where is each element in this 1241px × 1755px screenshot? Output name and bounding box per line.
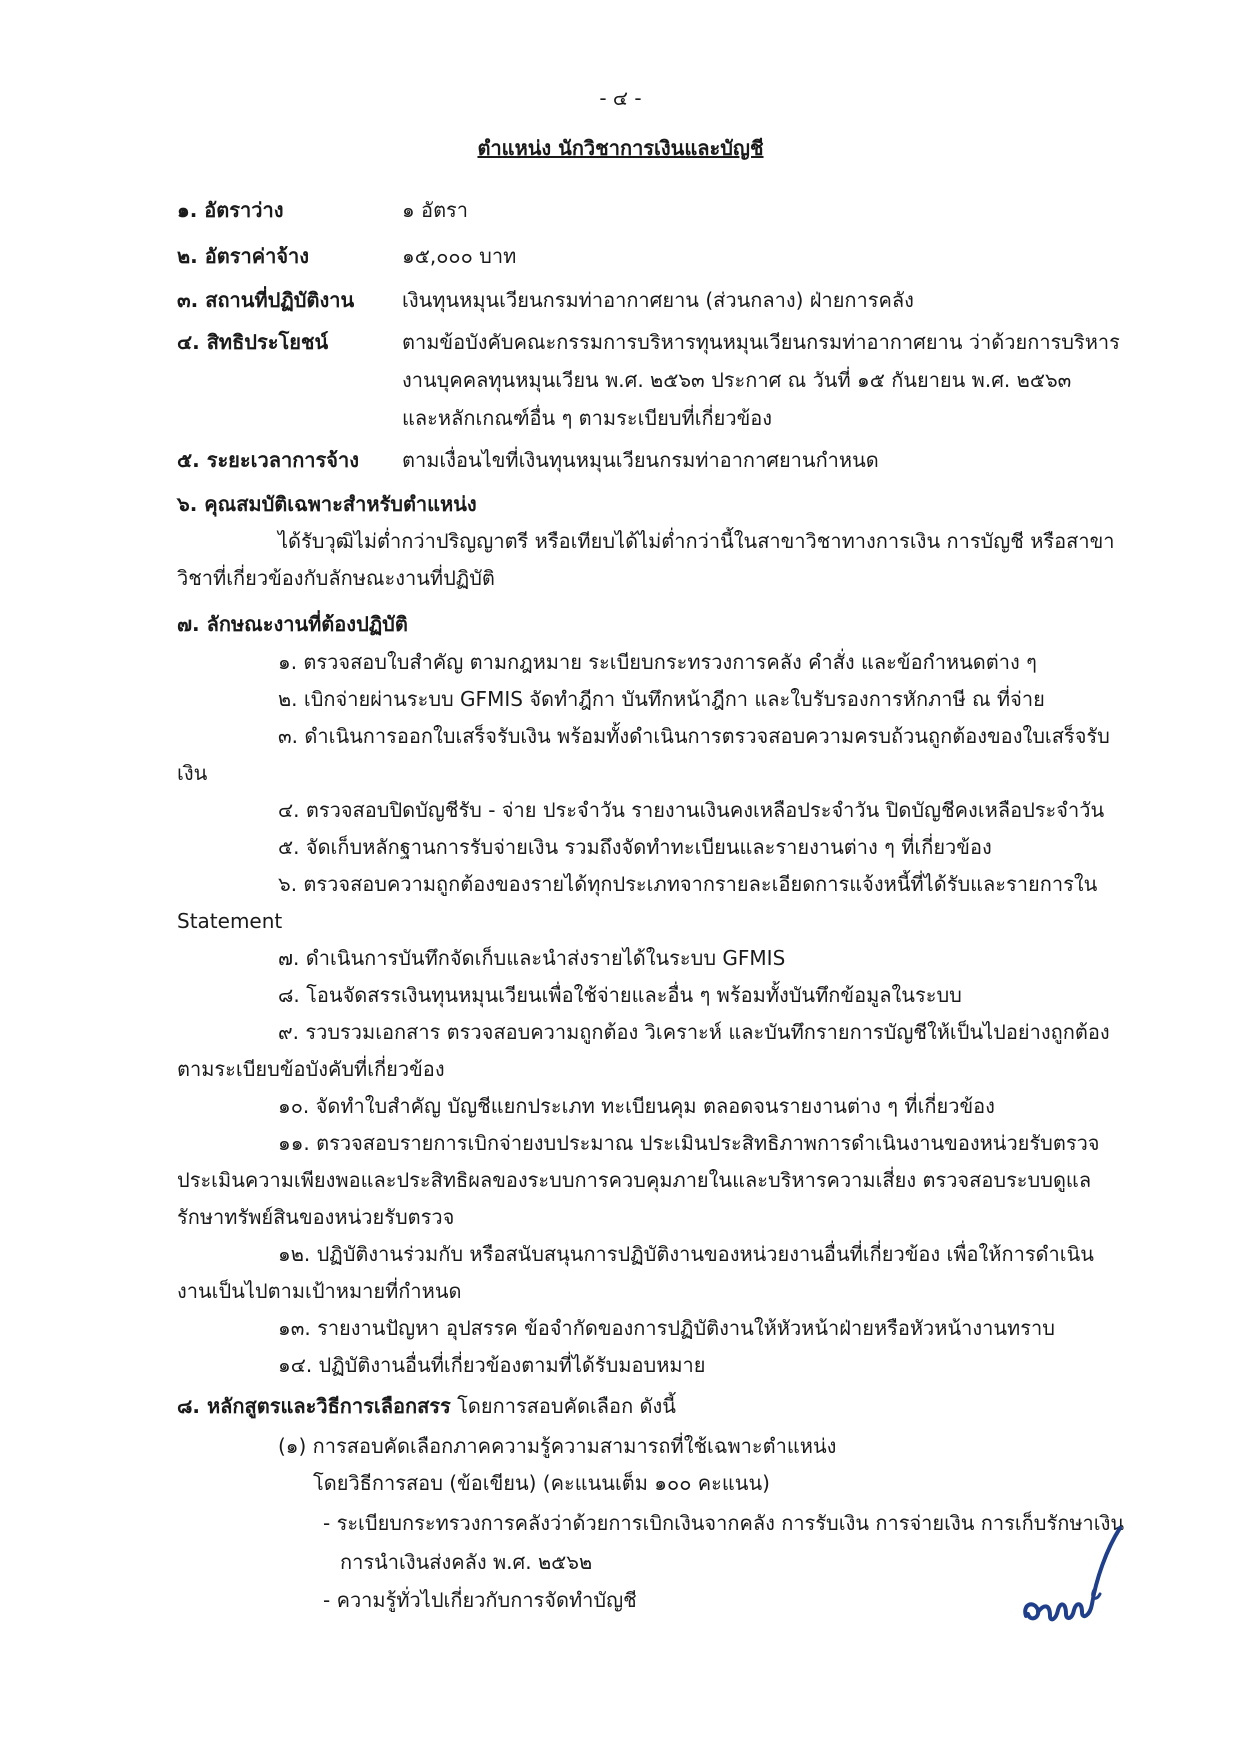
section6-heading: ๖. คุณสมบัติเฉพาะสำหรับตำแหน่ง: [177, 492, 477, 516]
item-value-benefits-line3: และหลักเกณฑ์อื่น ๆ ตามระเบียบที่เกี่ยวข้อง: [402, 406, 773, 430]
item-label-salary: ๒. อัตราค่าจ้าง: [177, 244, 310, 268]
item-label-vacancy: ๑. อัตราว่าง: [177, 198, 284, 222]
duty-item: ๒. เบิกจ่ายผ่านระบบ GFMIS จัดทำฎีกา บันทึกหน้าฎีกา และใบรับรองการหักภาษี ณ ที่จ่าย: [278, 687, 1045, 711]
item-label-period: ๕. ระยะเวลาการจ้าง: [177, 448, 359, 472]
duties-list: [177, 644, 1119, 1384]
duty-item: ๑๓. รายงานปัญหา อุปสรรค ข้อจำกัดของการปฏิบัติงานให้หัวหน้าฝ่ายหรือหัวหน้างานทราบ: [278, 1316, 1055, 1340]
duty-item: ๖. ตรวจสอบความถูกต้องของรายได้ทุกประเภทจากรายละเอียดการแจ้งหนี้ที่ได้รับและรายการใน Statement: [177, 872, 1098, 933]
page-number: - ๔ -: [599, 86, 642, 110]
duty-item: ๑๑. ตรวจสอบรายการเบิกจ่ายงบประมาณ ประเมินประสิทธิภาพการดำเนินงานของหน่วยรับตรวจประเมินความเพียงพอและประสิทธิผลของระบบการควบคุมภายในและบริหารความเสี่ยง ตรวจสอบระบบดูแลรักษาทรัพย์สินของหน่วยรับตรวจ: [177, 1131, 1100, 1229]
section8-bullet: - ความรู้ทั่วไปเกี่ยวกับการจัดทำบัญชี: [323, 1588, 637, 1612]
section6-text: ได้รับวุฒิไม่ต่ำกว่าปริญญาตรี หรือเทียบได้ไม่ต่ำกว่านี้ในสาขาวิชาทางการเงิน การบัญชี หรือสาขาวิชาที่เกี่ยวข้องกับลักษณะงานที่ปฏิบัติ: [177, 529, 1115, 590]
section8-bullet: - ระเบียบกระทรวงการคลังว่าด้วยการเบิกเงินจากคลัง การรับเงิน การจ่ายเงิน การเก็บรักษาเงิน: [323, 1511, 1125, 1535]
item-value-workplace: เงินทุนหมุนเวียนกรมท่าอากาศยาน (ส่วนกลาง) ฝ่ายการคลัง: [402, 288, 914, 312]
item-value-period: ตามเงื่อนไขที่เงินทุนหมุนเวียนกรมท่าอากาศยานกำหนด: [402, 448, 879, 472]
duty-item: ๗. ดำเนินการบันทึกจัดเก็บและนำส่งรายได้ในระบบ GFMIS: [278, 946, 786, 970]
section8-sub1: (๑) การสอบคัดเลือกภาคความรู้ความสามารถที่ใช้เฉพาะตำแหน่ง: [278, 1434, 837, 1458]
duty-item: ๓. ดำเนินการออกใบเสร็จรับเงิน พร้อมทั้งดำเนินการตรวจสอบความครบถ้วนถูกต้องของใบเสร็จรับเงิน: [177, 724, 1110, 785]
item-label-workplace: ๓. สถานที่ปฏิบัติงาน: [177, 288, 355, 312]
item-value-salary: ๑๕,๐๐๐ บาท: [402, 244, 517, 268]
section7-heading: ๗. ลักษณะงานที่ต้องปฏิบัติ: [177, 612, 408, 636]
duty-item: ๙. รวบรวมเอกสาร ตรวจสอบความถูกต้อง วิเคราะห์ และบันทึกรายการบัญชีให้เป็นไปอย่างถูกต้องตามระเบียบข้อบังคับที่เกี่ยวข้อง: [177, 1020, 1110, 1081]
section6-text-block: [177, 523, 1119, 597]
duty-item: ๕. จัดเก็บหลักฐานการรับจ่ายเงิน รวมถึงจัดทำทะเบียนและรายงานต่าง ๆ ที่เกี่ยวข้อง: [278, 835, 992, 859]
page-title: ตำแหน่ง นักวิชาการเงินและบัญชี: [477, 136, 764, 160]
duty-item: ๑. ตรวจสอบใบสำคัญ ตามกฎหมาย ระเบียบกระทรวงการคลัง คำสั่ง และข้อกำหนดต่าง ๆ: [278, 650, 1037, 674]
duty-item: ๑๔. ปฏิบัติงานอื่นที่เกี่ยวข้องตามที่ได้รับมอบหมาย: [278, 1353, 706, 1377]
duty-item: ๔. ตรวจสอบปิดบัญชีรับ - จ่าย ประจำวัน รายงานเงินคงเหลือประจำวัน ปิดบัญชีคงเหลือประจำวัน: [278, 798, 1105, 822]
item-value-benefits-line2: งานบุคคลทุนหมุนเวียน พ.ศ. ๒๕๖๓ ประกาศ ณ วันที่ ๑๕ กันยายน พ.ศ. ๒๕๖๓: [402, 368, 1072, 392]
section8-heading-suffix: โดยการสอบคัดเลือก ดังนี้: [450, 1394, 676, 1418]
item-label-benefits: ๔. สิทธิประโยชน์: [177, 330, 329, 354]
duty-item: ๘. โอนจัดสรรเงินทุนหมุนเวียนเพื่อใช้จ่ายและอื่น ๆ พร้อมทั้งบันทึกข้อมูลในระบบ: [278, 983, 962, 1007]
duty-item: ๑๐. จัดทำใบสำคัญ บัญชีแยกประเภท ทะเบียนคุม ตลอดจนรายงานต่าง ๆ ที่เกี่ยวข้อง: [278, 1094, 995, 1118]
section8-heading: ๘. หลักสูตรและวิธีการเลือกสรร: [177, 1394, 451, 1418]
item-value-vacancy: ๑ อัตรา: [402, 198, 469, 222]
duty-item: ๑๒. ปฏิบัติงานร่วมกับ หรือสนับสนุนการปฏิบัติงานของหน่วยงานอื่นที่เกี่ยวข้อง เพื่อให้การดำเนินงานเป็นไปตามเป้าหมายที่กำหนด: [177, 1242, 1094, 1303]
signature-mark: [1020, 1520, 1130, 1640]
item-value-benefits-line1: ตามข้อบังคับคณะกรรมการบริหารทุนหมุนเวียนกรมท่าอากาศยาน ว่าด้วยการบริหาร: [402, 330, 1120, 354]
section8-sub1-method: โดยวิธีการสอบ (ข้อเขียน) (คะแนนเต็ม ๑๐๐ คะแนน): [313, 1471, 770, 1495]
section8-heading-line: [177, 1392, 676, 1420]
section8-bullet-cont: การนำเงินส่งคลัง พ.ศ. ๒๕๖๒: [340, 1550, 593, 1574]
